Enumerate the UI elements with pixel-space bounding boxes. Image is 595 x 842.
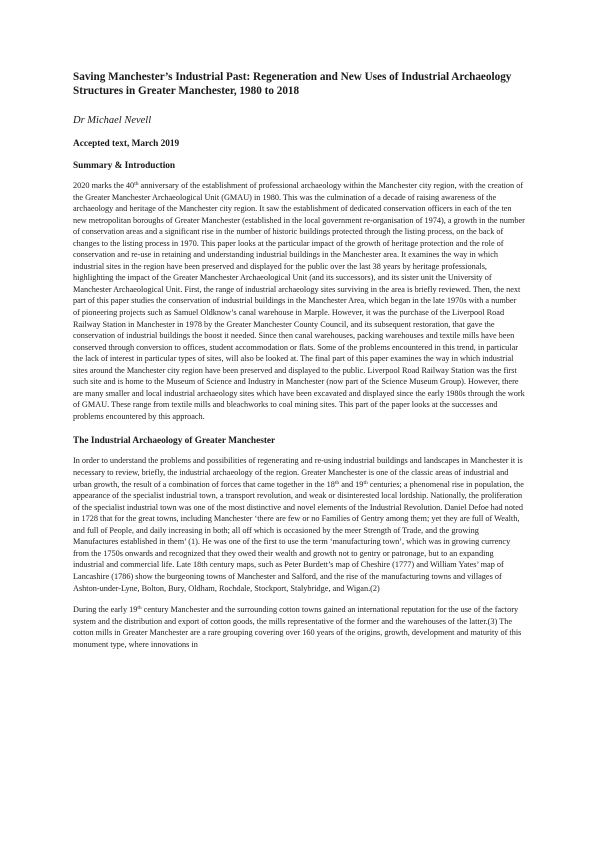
document-page (73, 70, 525, 650)
superscript: th (137, 605, 142, 612)
text-run: century Manchester and the surrounding cotton towns gained an international reputation for the use of the factory system and the distribution and export of cotton goods, the mills representative of the former and the warehouses of the latter.(3) The cotton mills in Greater Manchester are a rare grouping covering over 160 years of the origins, growth, development and maturity of this monument type, where innovations in (73, 605, 522, 649)
text-run: During the early 19 (73, 605, 138, 615)
author-name: Dr Michael Nevell (73, 115, 152, 126)
section-heading-summary: Summary & Introduction (73, 161, 176, 171)
paragraph-summary (73, 180, 525, 422)
superscript: th (134, 181, 139, 187)
text-run: and 19 (339, 479, 364, 489)
paper-title: Saving Manchester’s Industrial Past: Regeneration and New Uses of Industrial Archaeology Structures in Greater Manchester, 1980 to 2018 (73, 71, 512, 97)
paragraph-industrial-archaeology-1 (73, 455, 525, 594)
text-run: In order to understand the problems and possibilities of regenerating and re-using industrial buildings and landscapes in Manchester it is necessary to review, briefly, the industrial archaeology of the region. Greater Manchester is one of the classic areas of industrial and urban growth, the result of a combination of forces that came together in the 18 (73, 456, 523, 489)
text-run: anniversary of the establishment of professional archaeology within the Manchester city region, with the creation of the Greater Manchester Archaeological Unit (GMAU) in 1980. This was the culmination of a decade of raising awareness of the archaeology and heritage of the Manchester city region. It saw the establishment of dedicated conservation officers in each of the ten new metropolitan boroughs of Greater Manchester (established in the local government re-organisation of 1974), a growth in the number of conservation areas and a significant rise in the number of historic buildings protected through the listing process, on the back of changes to the listing process in 1970. This paper looks at the particular impact of the growth of heritage protection and the role of conservation and re-use in retaining and understanding industrial buildings in the Manchester area. It examines the way in which industrial sites in the region have been preserved and displayed for the public over the last 38 years by heritage professionals, highlighting the impact of the Greater Manchester Archaeological Unit (and its successors), and its sister unit the University of Manchester Archaeological Unit. First, the range of industrial archaeology sites surviving in the area is briefly reviewed. Then, the next part of this paper studies the conservation of industrial buildings in the Manchester Area, which began in the late 1970s with a number of pioneering projects such as Samuel Oldknow’s canal warehouse in Marple. However, it was the purchase of the Liverpool Road Railway Station in Manchester in 1978 by the Greater Manchester County Council, and its subsequent restoration, that gave the conservation of industrial buildings the boost it needed. Since then canal warehouses, packing warehouses and textile mills have been conserved through conversion to offices, student accommodation or flats. Some of the problems encountered in this trend, in particular the lack of interest in particular types of sites, will also be looked at. The final part of this paper examines the way in which industrial sites around the Manchester city region have been preserved and displayed to the public. Liverpool Road Railway Station was the first such site and is home to the Museum of Science and Industry in Manchester (now part of the Science Museum Group). However, there are many smaller and local industrial archaeology sites which have been excavated and displayed since the early 1980s through the work of GMAU. These range from textile mills and bleachworks to coal mining sites. This part of the paper looks at the successes and problems encountered by this approach. (73, 181, 525, 421)
text-run: centuries; a phenomenal rise in population, the appearance of the specialist industrial town, a transport revolution, and weak or disinterested local lordship. Nationally, the proliferation of the specialist industrial town was one of the most distinctive and novel elements of the Industrial Revolution. Daniel Defoe had noted in 1728 that for the great towns, including Manchester ‘there are few or no Families of Gentry among them; yet they are full of Wealth, and full of People, and daily increasing in both; all off which is occasioned by the meer Strength of Trade, and the growing Manufactures established in them’ (1). He was one of the first to use the term ‘manufacturing town’, which was in growing currency from the 1750s onwards and recognized that they owed their wealth and growth not to gentry or patronage, but to an expanding industrial and commercial life. Late 18th century maps, such as Peter Burdett’s map of Cheshire (1777) and William Yates’ map of Lancashire (1786) show the burgeoning towns of Manchester and Salford, and the rise of the manufacturing towns and villages of Ashton-under-Lyne, Bolton, Bury, Oldham, Rochdale, Stockport, Stalybridge, and Wigan.(2) (73, 479, 524, 593)
accepted-note: Accepted text, March 2019 (73, 139, 180, 149)
superscript: th (334, 479, 340, 486)
section-heading-industrial-archaeology: The Industrial Archaeology of Greater Manchester (73, 436, 276, 447)
paragraph-industrial-archaeology-2 (73, 604, 525, 650)
text-run: 2020 marks the 40 (73, 181, 135, 190)
superscript: th (363, 479, 368, 486)
